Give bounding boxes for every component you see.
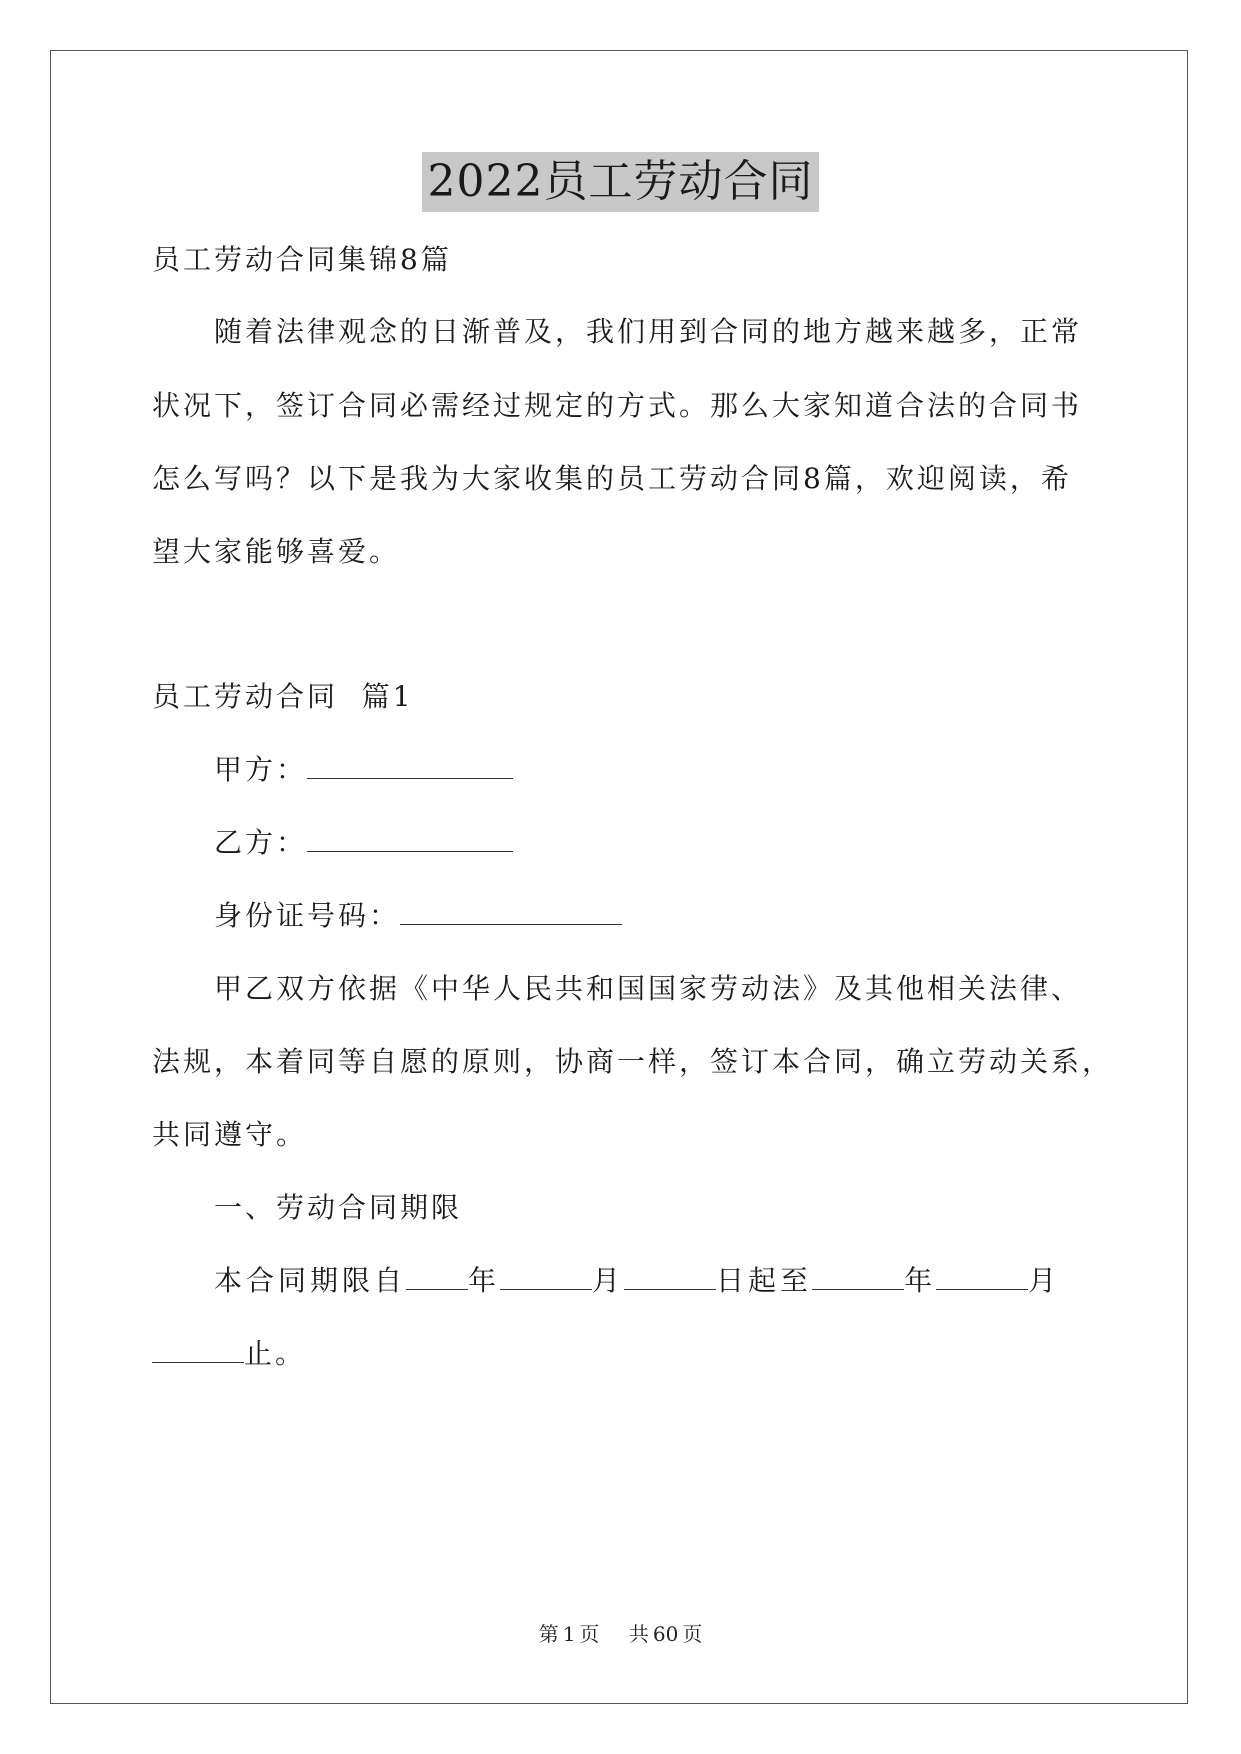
id-number-line bbox=[214, 899, 622, 932]
party-b-label: 乙方： bbox=[214, 826, 308, 859]
term-text-end-year: 年 bbox=[904, 1264, 937, 1297]
party-b-blank bbox=[307, 847, 513, 852]
footer-page-prefix: 第 bbox=[538, 1622, 559, 1646]
subtitle: 员工劳动合同集锦8篇 bbox=[152, 243, 452, 276]
term-text-year: 年 bbox=[468, 1264, 501, 1297]
footer-total-pages: 60 bbox=[652, 1622, 679, 1646]
clause-heading: 一、劳动合同期限 bbox=[214, 1191, 463, 1224]
term-text-day-to: 日起至 bbox=[716, 1264, 813, 1297]
section-heading: 员工劳动合同 篇1 bbox=[152, 680, 414, 713]
end-year-blank bbox=[812, 1285, 904, 1290]
end-day-blank bbox=[152, 1358, 244, 1363]
end-month-blank bbox=[936, 1285, 1028, 1290]
party-a-blank bbox=[307, 774, 513, 779]
footer-page-number: 1 bbox=[562, 1622, 576, 1646]
start-year-blank bbox=[406, 1285, 468, 1290]
footer-total-suffix: 页 bbox=[682, 1622, 703, 1646]
party-a-label: 甲方： bbox=[214, 753, 308, 786]
term-line-cont bbox=[152, 1337, 307, 1370]
id-number-blank bbox=[400, 920, 622, 925]
term-text-start: 本合同期限自 bbox=[214, 1264, 407, 1297]
intro-line-4: 望大家能够喜爱。 bbox=[152, 535, 401, 568]
intro-line-3: 怎么写吗？以下是我为大家收集的员工劳动合同8篇，欢迎阅读，希 bbox=[152, 462, 1072, 495]
start-day-blank bbox=[624, 1285, 716, 1290]
document-title: 2022员工劳动合同 bbox=[422, 152, 820, 212]
page-border bbox=[50, 50, 1188, 1704]
title-container bbox=[0, 152, 1241, 212]
term-text-end-month: 月 bbox=[1028, 1264, 1061, 1297]
footer-total-prefix: 共 bbox=[628, 1622, 649, 1646]
term-text-end: 止。 bbox=[244, 1337, 307, 1370]
body-line-1: 甲乙双方依据《中华人民共和国国家劳动法》及其他相关法律、 bbox=[214, 972, 1083, 1005]
id-number-label: 身份证号码： bbox=[214, 899, 401, 932]
body-line-3: 共同遵守。 bbox=[152, 1118, 308, 1151]
term-line bbox=[214, 1264, 1061, 1297]
intro-line-1: 随着法律观念的日渐普及，我们用到合同的地方越来越多，正常 bbox=[214, 315, 1083, 348]
page-footer bbox=[0, 1624, 1241, 1644]
term-text-month: 月 bbox=[592, 1264, 625, 1297]
start-month-blank bbox=[500, 1285, 592, 1290]
intro-line-2: 状况下，签订合同必需经过规定的方式。那么大家知道合法的合同书 bbox=[152, 389, 1083, 422]
body-line-2: 法规，本着同等自愿的原则，协商一样，签订本合同，确立劳动关系， bbox=[152, 1045, 1114, 1078]
party-b-line bbox=[214, 826, 513, 859]
party-a-line bbox=[214, 753, 513, 786]
footer-page-suffix: 页 bbox=[579, 1622, 600, 1646]
